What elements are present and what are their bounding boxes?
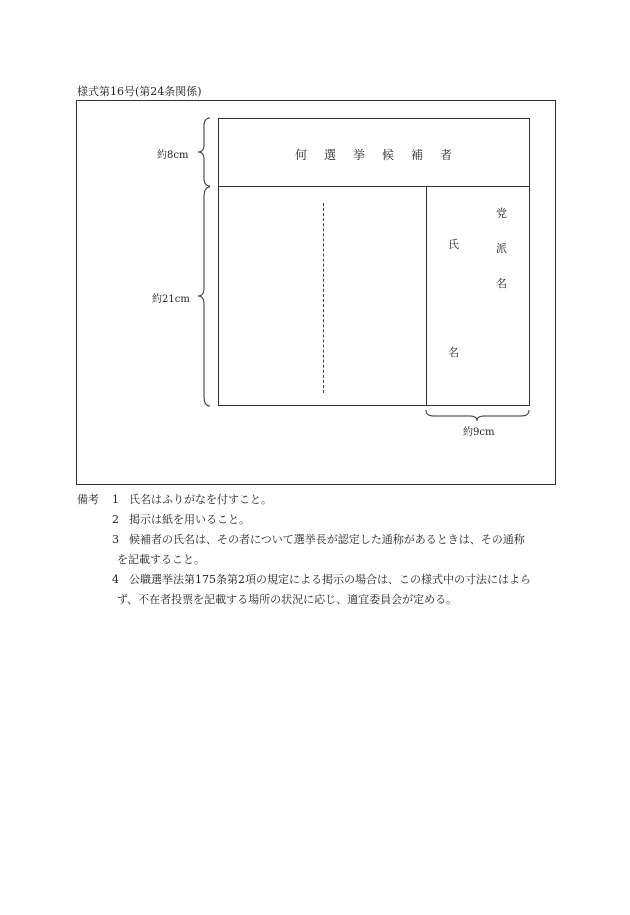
brace-body-height: [196, 187, 212, 406]
note-number: 4: [112, 573, 119, 586]
notes-section: [77, 490, 557, 610]
right-width-label: 約9cm: [463, 427, 495, 438]
note-text: 公職選挙法第175条第2項の規定による掲示の場合は、この様式中の寸法にはよら: [129, 573, 531, 586]
brace-header-height: [196, 118, 212, 186]
note-item: [77, 490, 557, 510]
poster-diagram: [218, 118, 530, 406]
note-item: [77, 570, 557, 590]
name-char-mei: 名: [448, 346, 459, 359]
header-char: 何: [294, 148, 308, 162]
header-char: 候: [382, 148, 396, 162]
column-divider: [426, 186, 427, 405]
form-title: 様式第16号(第24条関係): [77, 85, 202, 98]
name-guide-dotted-line: [323, 203, 324, 393]
note-text-continued: ず、不在者投票を記載する場所の状況に応じ、適宜委員会が定める。: [117, 593, 458, 606]
name-char-shi: 氏: [448, 238, 459, 251]
note-item: [77, 530, 557, 550]
note-item: [77, 510, 557, 530]
candidate-header: [219, 146, 529, 163]
notes-heading: 備考: [77, 493, 99, 506]
header-height-label: 約8cm: [157, 150, 189, 161]
note-text: 候補者の氏名は、その者について選挙長が認定した通称があるときは、その通称: [129, 533, 525, 546]
party-char-to: 党: [496, 207, 507, 220]
header-char: 選: [323, 148, 337, 162]
party-char-mei: 名: [496, 277, 507, 290]
body-height-label: 約21cm: [152, 294, 190, 305]
header-divider: [219, 186, 529, 187]
note-continuation: [77, 590, 557, 610]
header-char: 挙: [352, 148, 366, 162]
note-number: 2: [112, 513, 119, 526]
header-char: 者: [440, 148, 454, 162]
note-text-continued: を記載すること。: [117, 553, 205, 566]
note-number: 3: [112, 533, 119, 546]
note-number: 1: [112, 493, 119, 506]
header-char: 補: [411, 148, 425, 162]
note-text: 掲示は紙を用いること。: [129, 513, 250, 526]
note-continuation: [77, 550, 557, 570]
party-char-ha: 派: [496, 242, 507, 255]
note-text: 氏名はふりがなを付すこと。: [129, 493, 272, 506]
brace-right-width: [426, 408, 529, 422]
